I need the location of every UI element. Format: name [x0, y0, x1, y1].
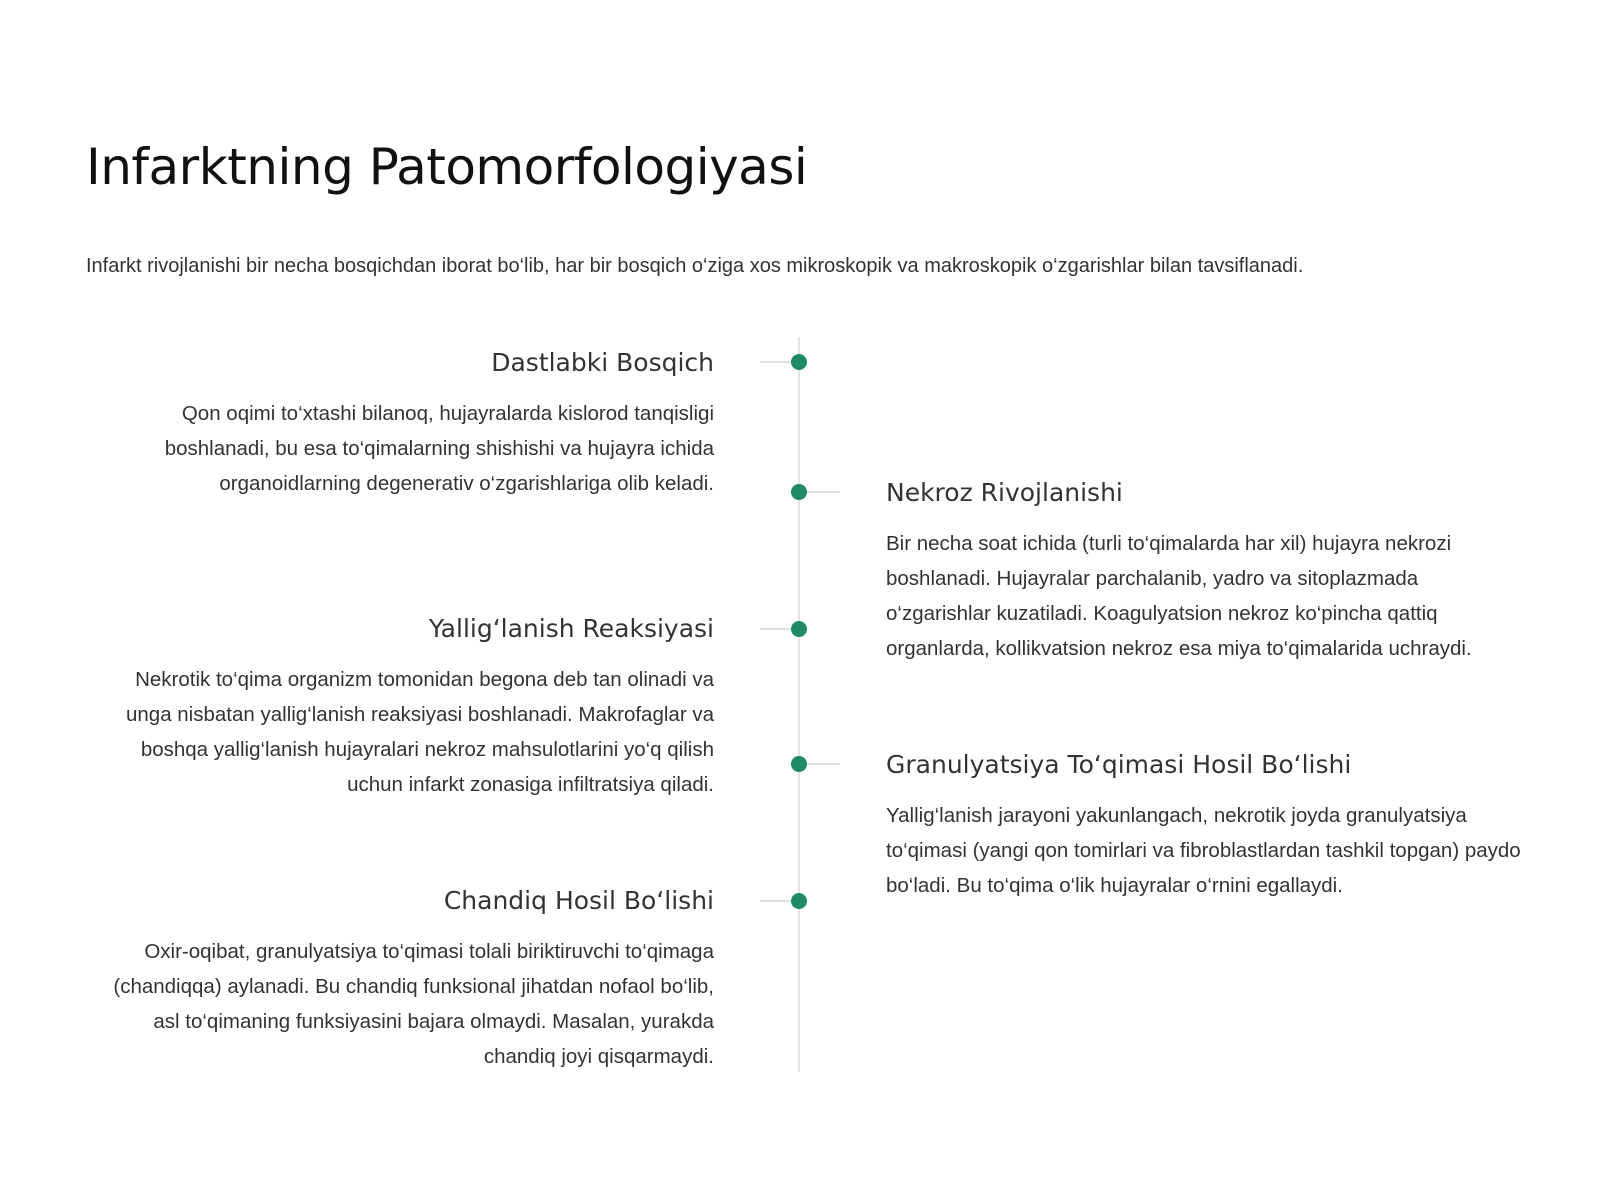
- timeline-stage-4: [886, 748, 1526, 903]
- timeline-dot: [791, 621, 807, 637]
- stage-description: Yallig‘lanish jarayoni yakunlangach, nekrotik joyda granulyatsiya to‘qimasi (yangi qon tomirlari va fibroblastlardan tashkil topgan) paydo bo‘ladi. Bu to‘qima o‘lik hujayralar o‘rnini egallaydi.: [886, 804, 1521, 897]
- stage-title: Granulyatsiya To‘qimasi Hosil Bo‘lishi: [886, 750, 1352, 779]
- timeline-stage-3: [90, 612, 714, 802]
- page-subtitle: Infarkt rivojlanishi bir necha bosqichdan iborat bo‘lib, har bir bosqich o‘ziga xos mikroskopik va makroskopik o‘zgarishlar bilan tavsiflanadi.: [86, 255, 1304, 277]
- timeline-dot: [791, 484, 807, 500]
- timeline-dot: [791, 354, 807, 370]
- timeline-line: [798, 337, 800, 1072]
- timeline-stage-2: [886, 476, 1526, 666]
- stage-description: Qon oqimi to‘xtashi bilanoq, hujayralarda kislorod tanqisligi boshlanadi, bu esa to‘qimalarning shishishi va hujayra ichida organoidlarning degenerativ o‘zgarishlariga olib keladi.: [164, 402, 714, 495]
- timeline-stage-5: [90, 884, 714, 1074]
- stage-title: Yallig‘lanish Reaksiyasi: [428, 614, 714, 643]
- stage-description: Bir necha soat ichida (turli to‘qimalarda har xil) hujayra nekrozi boshlanadi. Hujayralar parchalanib, yadro va sitoplazmada o‘zgarishlar kuzatiladi. Koagulyatsion nekroz ko‘pincha qattiq organlarda, kollikvatsion nekroz esa miya to‘qimalarida uchraydi.: [886, 532, 1472, 660]
- timeline-dot: [791, 893, 807, 909]
- timeline-stage-1: [90, 346, 714, 501]
- stage-description: Nekrotik to‘qima organizm tomonidan begona deb tan olinadi va unga nisbatan yallig‘lanish reaksiyasi boshlanadi. Makrofaglar va boshqa yallig‘lanish hujayralari nekroz mahsulotlarini yo‘q qilish uchun infarkt zonasiga infiltratsiya qiladi.: [125, 668, 714, 796]
- stage-title: Nekroz Rivojlanishi: [886, 478, 1123, 507]
- stage-description: Oxir-oqibat, granulyatsiya to‘qimasi tolali biriktiruvchi to‘qimaga (chandiqqa) aylanadi. Bu chandiq funksional jihatdan nofaol bo‘lib, asl to‘qimaning funksiyasini bajara olmaydi. Masalan, yurakda chandiq joyi qisqarmaydi.: [113, 940, 714, 1068]
- stage-title: Dastlabki Bosqich: [491, 348, 714, 377]
- timeline-dot: [791, 756, 807, 772]
- page-title: Infarktning Patomorfologiyasi: [86, 138, 808, 196]
- stage-title: Chandiq Hosil Bo‘lishi: [443, 886, 714, 915]
